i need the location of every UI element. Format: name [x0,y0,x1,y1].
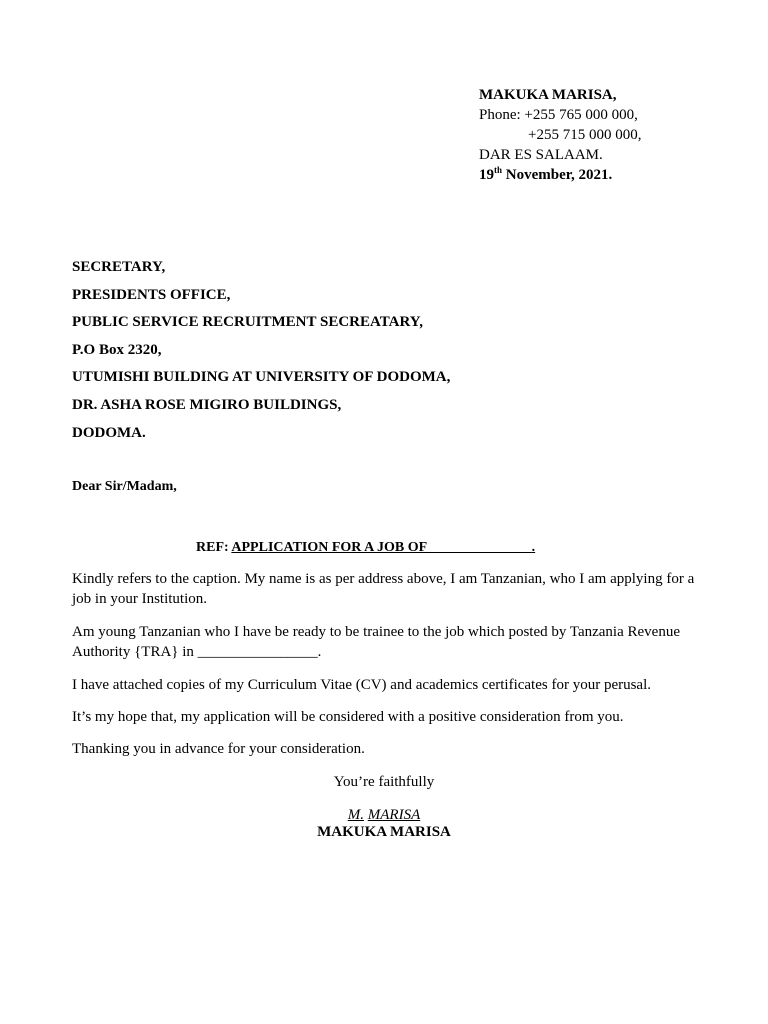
recipient-line: UTUMISHI BUILDING AT UNIVERSITY OF DODOMA, [72,369,451,386]
letter-date [479,165,641,185]
date-suffix: th [494,165,503,175]
recipient-line: PRESIDENTS OFFICE, [72,286,231,303]
body-paragraph-5: Thanking you in advance for your consideration. [72,741,365,757]
ref-end: . [531,540,536,555]
recipient-line: SECRETARY, [72,259,166,275]
recipient-line: DR. ASHA ROSE MIGIRO BUILDINGS, [72,396,342,413]
body-paragraph-3: I have attached copies of my Curriculum Vitae (CV) and academics certificates for your perusal. [72,677,652,693]
recipient-line: P.O Box 2320, [72,341,162,358]
body-paragraph-2: Am young Tanzanian who I have be ready to be trainee to the job which posted by Tanzania Revenue Authority {TRA} in ________________. [72,624,680,660]
ref-subject: APPLICATION FOR A JOB OF [231,540,532,555]
signature-initial: M. [347,807,364,823]
ref-prefix: REF: [196,540,232,555]
signature-surname: MARISA [367,807,421,823]
recipient-line: PUBLIC SERVICE RECRUITMENT SECREATARY, [72,314,423,331]
body-paragraph-4: It’s my hope that, my application will be considered with a positive consideration from you. [72,709,624,725]
signatory-name: MAKUKA MARISA [317,824,451,840]
body-paragraph-1: Kindly refers to the caption. My name is as per address above, I am Tanzanian, who I am applying for a job in your Institution. [72,571,695,607]
reference-line [196,538,535,558]
closing-text: You’re faithfully [333,774,435,790]
sender-phone-2: +255 715 000 000, [528,127,642,143]
sender-name: MAKUKA MARISA, [479,87,617,103]
salutation: Dear Sir/Madam, [72,479,177,494]
recipient-address [72,257,450,450]
sender-address [479,85,641,185]
date-rest: November, 2021. [502,167,613,183]
sender-city: DAR ES SALAAM. [479,147,603,163]
recipient-line: DODOMA. [72,424,146,441]
sender-phone: Phone: +255 765 000 000, [479,107,638,123]
date-day: 19 [479,167,494,183]
